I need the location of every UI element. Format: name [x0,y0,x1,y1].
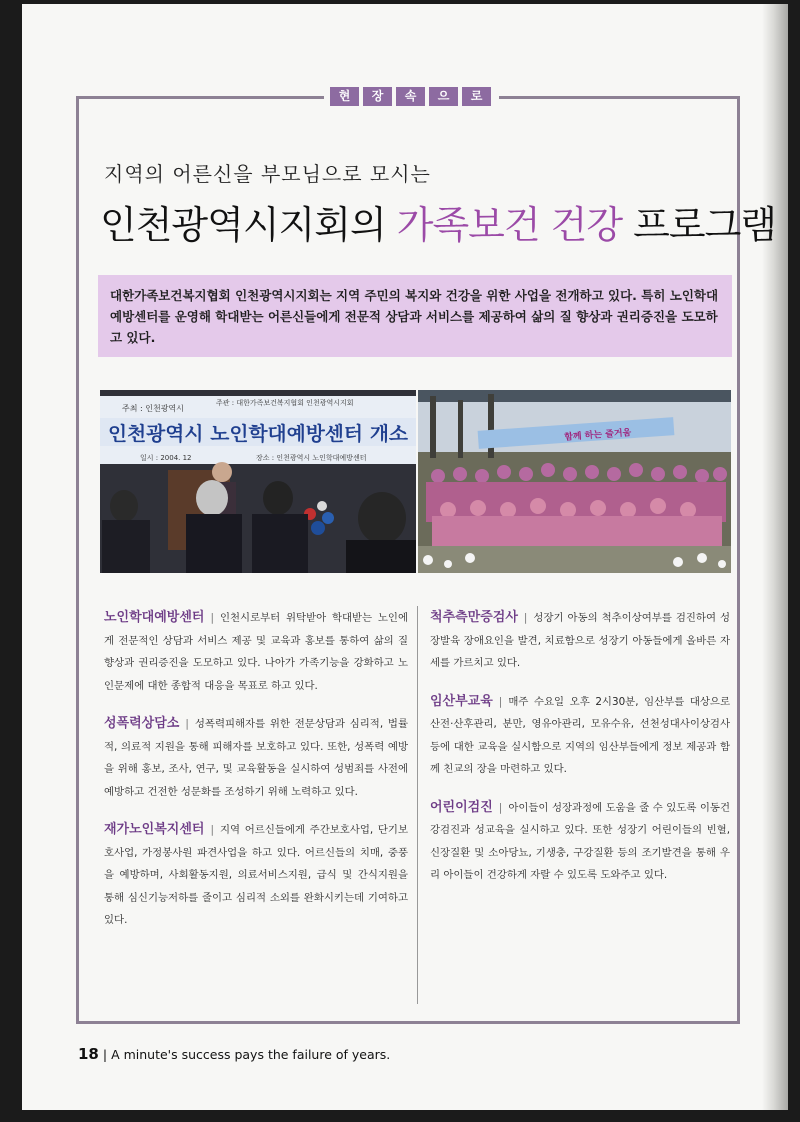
term-separator: | [498,801,503,814]
program-term: 성폭력상담소 [104,716,180,731]
banner-organizer: 주최 : 인천광역시 [122,404,184,413]
photo-opening-ceremony [100,390,416,573]
section-tab-char: 현 [330,87,361,106]
program-paragraph [104,607,408,697]
column-divider [417,606,418,1004]
program-term: 어린이검진 [430,799,493,815]
program-term: 재가노인복지센터 [104,822,205,837]
right-column [430,607,730,903]
term-separator: | [210,824,214,836]
program-paragraph [104,713,408,803]
outing-banner-text: 함께 하는 즐거움 [563,428,632,443]
lead-paragraph: 대한가족보건복지협회 인천광역시지회는 지역 주민의 복지와 건강을 위한 사업을 전개하고 있다. 특히 노인학대예방센터를 운영해 학대받는 어른신들에게 전문적 상담과 서비스를 제공하여 삶의 질 향상과 권리증진을 도모하고 있다. [98,275,732,357]
title-end: 프로그램 [622,203,776,247]
photo-group-outing [418,390,731,573]
term-separator: | [523,612,528,624]
program-text: 성장기 아동의 척추이상여부를 검진하여 성장발육 장애요인을 발견, 치료함으로 성장기 아동들에게 올바른 자세를 가르치고 있다. [430,612,730,669]
term-separator: | [498,695,503,708]
title-accent: 가족보건 건강 [396,203,623,247]
banner-place: 장소 : 인천광역시 노인학대예방센터 [256,454,367,462]
program-text: 성폭력피해자를 위한 전문상담과 심리적, 법률적, 의료적 지원을 통해 피해자를 보호하고 있다. 또한, 성폭력 예방을 위해 홍보, 조사, 연구, 및 교육활동을 실시하여 성범죄를 사전에 예방하고 건전한 성문화를 조성하기 위해 노력하고 있다. [104,718,408,798]
section-tab-char: 으 [429,87,460,106]
program-text: 인천시로부터 위탁받아 학대받는 노인에게 전문적인 상담과 서비스 제공 및 교육과 홍보를 통하여 삶의 질 향상과 권리증진을 도모하고 있다. 나아가 가족기능을 강화하고 노인문제에 대한 종합적 대응을 목표로 하고 있다. [104,612,408,692]
banner-host: 주관 : 대한가족보건복지협회 인천광역시지회 [216,399,354,407]
footer-separator: | [102,1047,112,1062]
footer-tagline: A minute's success pays the failure of years. [111,1047,391,1062]
program-paragraph [430,691,730,781]
section-tab-char: 속 [396,87,427,106]
title-main: 인천광역시지회의 [100,203,397,247]
term-separator: | [185,718,189,730]
group-illustration [418,390,731,573]
page-gutter-shadow [762,4,788,1110]
page-footer [78,1045,390,1063]
section-tab [324,85,499,108]
left-column [104,607,408,948]
banner-date: 일시 : 2004. 12 [140,454,192,462]
program-paragraph [104,819,408,932]
term-separator: | [210,612,214,624]
program-text: 매주 수요일 오후 2시30분, 임산부를 대상으로 산전·산후관리, 분만, 영유아관리, 모유수유, 선천성대사이상검사 등에 대한 교육을 실시함으로 지역의 임산부들에게 정보 제공과 함께 친교의 장을 마련하고 있다. [430,695,730,775]
program-term: 노인학대예방센터 [104,610,205,625]
article-title [100,194,776,249]
section-tab-char: 장 [363,87,394,106]
program-text: 지역 어르신들에게 주간보호사업, 단기보호사업, 가정봉사원 파견사업을 하고 있다. 어르신들의 치매, 중풍을 예방하며, 사회활동지원, 의료서비스지원, 급식 및 간식지원을 통해 심신기능저하를 줄이고 심리적 소외를 완화시키는데 기여하고 있다. [104,824,408,926]
article-subtitle: 지역의 어른신을 부모님으로 모시는 [104,162,431,186]
ceremony-illustration [100,390,416,573]
section-tab-char: 로 [462,87,493,106]
program-paragraph [430,607,730,675]
program-term: 척추측만증검사 [430,610,518,625]
program-term: 임산부교육 [430,693,493,709]
page-number: 18 [78,1045,99,1063]
program-text: 아이들이 성장과정에 도움을 줄 수 있도록 이동건강검진과 성교육을 실시하고 있다. 또한 성장기 어린이들의 빈혈, 신장질환 및 소아당뇨, 기생충, 구강질환 등의 조기발견을 통해 우리 아이들이 건강하게 자랄 수 있도록 도와주고 있다. [430,801,730,881]
program-paragraph [430,797,730,887]
banner-title: 인천광역시 노인학대예방센터 개소 [108,423,397,445]
